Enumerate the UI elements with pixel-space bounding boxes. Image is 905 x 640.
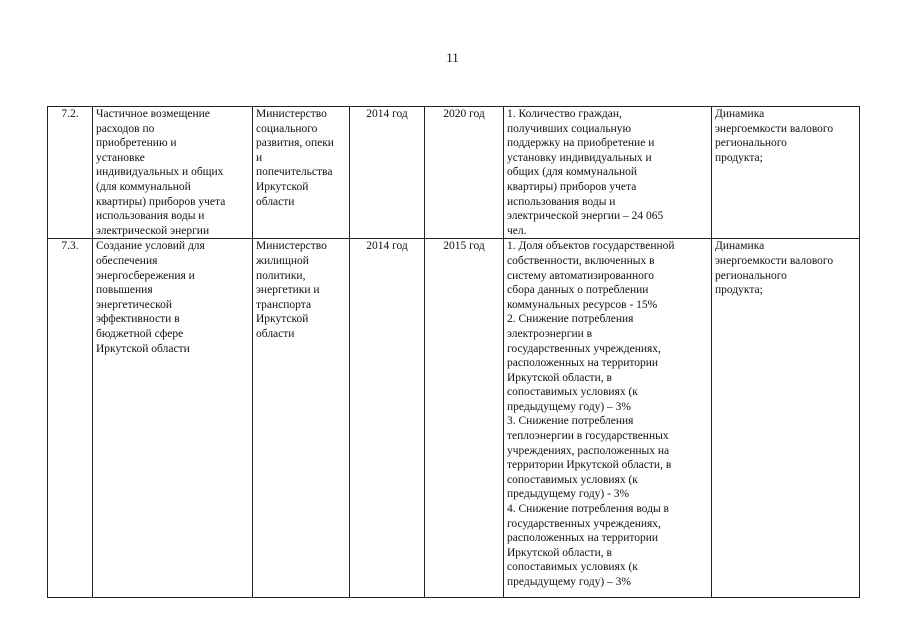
cell-indicators — [504, 107, 712, 239]
cell-text-line: социального — [256, 122, 318, 135]
cell-text-line: 2. Снижение потребления — [507, 313, 634, 326]
cell-text: 7.2. — [61, 108, 79, 120]
cell-end-year — [425, 107, 504, 239]
cell-text-line: продукта; — [715, 284, 763, 297]
cell-end-year — [425, 239, 504, 598]
cell-text: 2020 год — [443, 108, 485, 120]
cell-text-line: энергетики и — [256, 284, 320, 297]
cell-text-line: общих (для коммунальной — [507, 166, 638, 179]
table-row — [48, 239, 860, 598]
cell-text: 2014 год — [366, 240, 408, 253]
cell-text-line: Иркутской области, в — [507, 371, 612, 384]
cell-text-line: Министерство — [256, 240, 327, 253]
cell-text: 2015 год — [443, 240, 485, 253]
cell-text-line: систему автоматизированного — [507, 269, 655, 282]
cell-text: 2014 год — [366, 108, 408, 120]
cell-text-line: энергоемкости валового — [715, 122, 834, 135]
cell-text-line: попечительства — [256, 166, 333, 179]
cell-text-line: Иркутской — [256, 180, 309, 193]
cell-text-line: 1. Количество граждан, — [507, 108, 622, 120]
cell-indicators — [504, 239, 712, 598]
cell-text-line: получивших социальную — [507, 122, 632, 135]
cell-text-line: сбора данных о потреблении — [507, 284, 649, 297]
cell-text-line: Министерство — [256, 108, 327, 120]
cell-text-line: чел. — [507, 224, 527, 237]
cell-text-line: использования воды и — [96, 210, 205, 223]
cell-activity-name — [93, 239, 253, 598]
cell-text-line: электрической энергии – 24 065 — [507, 210, 664, 223]
cell-text-line: предыдущему году) - 3% — [507, 488, 630, 501]
cell-start-year — [350, 239, 425, 598]
cell-text-line: энергоемкости валового — [715, 254, 834, 267]
cell-number — [48, 107, 93, 239]
cell-text-line: Динамика — [715, 108, 765, 120]
cell-text-line: сопоставимых условиях (к — [507, 386, 638, 399]
cell-text-line: расположенных на территории — [507, 532, 659, 545]
cell-text-line: энергетической — [96, 298, 172, 311]
cell-text-line: Иркутской — [256, 313, 309, 326]
cell-start-year — [350, 107, 425, 239]
cell-text-line: расходов по — [96, 122, 155, 135]
cell-text-line: приобретению и — [96, 137, 177, 150]
cell-text-line: Динамика — [715, 240, 765, 253]
cell-text-line: 1. Доля объектов государственной — [507, 240, 675, 253]
cell-text-line: использования воды и — [507, 195, 616, 208]
cell-text-line: поддержку на приобретение и — [507, 137, 655, 150]
cell-text-line: политики, — [256, 269, 306, 282]
cell-text-line: 4. Снижение потребления воды в — [507, 503, 669, 516]
cell-text-line: квартиры) приборов учета — [96, 195, 226, 208]
cell-text-line: эффективности в — [96, 313, 180, 326]
cell-text-line: 3. Снижение потребления — [507, 415, 634, 428]
cell-text-line: и — [256, 151, 263, 164]
cell-text-line: регионального — [715, 269, 787, 282]
cell-text-line: установку индивидуальных и — [507, 151, 652, 164]
cell-text-line: повышения — [96, 284, 153, 297]
cell-text-line: расположенных на территории — [507, 357, 659, 370]
cell-text-line: обеспечения — [96, 254, 158, 267]
cell-text-line: государственных учреждениях, — [507, 342, 661, 355]
cell-text-line: сопоставимых условиях (к — [507, 473, 638, 486]
cell-text-line: предыдущему году) – 3% — [507, 400, 632, 413]
cell-text-line: теплоэнергии в государственных — [507, 430, 669, 443]
cell-text-line: учреждениях, расположенных на — [507, 444, 670, 457]
cell-text-line: бюджетной сфере — [96, 327, 184, 340]
cell-text-line: сопоставимых условиях (к — [507, 561, 638, 574]
cell-text-line: (для коммунальной — [96, 180, 191, 193]
cell-text-line: энергосбережения и — [96, 269, 195, 282]
cell-result — [712, 107, 860, 239]
cell-text-line: жилищной — [256, 254, 309, 267]
cell-text-line: Создание условий для — [96, 240, 205, 253]
cell-executor — [253, 107, 350, 239]
cell-text-line: собственности, включенных в — [507, 254, 655, 267]
cell-number — [48, 239, 93, 598]
cell-text-line: области — [256, 327, 295, 340]
cell-text-line: установке — [96, 151, 145, 164]
cell-text-line: квартиры) приборов учета — [507, 180, 637, 193]
cell-text-line: электрической энергии — [96, 224, 210, 237]
cell-text-line: развития, опеки — [256, 137, 334, 150]
cell-text-line: государственных учреждениях, — [507, 517, 661, 530]
cell-text-line: коммунальных ресурсов - 15% — [507, 298, 658, 311]
page-number: 11 — [446, 50, 459, 65]
cell-executor — [253, 239, 350, 598]
table-row — [48, 107, 860, 239]
program-table — [47, 106, 860, 598]
cell-activity-name — [93, 107, 253, 239]
cell-text-line: индивидуальных и общих — [96, 166, 224, 179]
cell-result — [712, 239, 860, 598]
cell-text-line: электроэнергии в — [507, 327, 593, 340]
cell-text-line: транспорта — [256, 298, 312, 311]
cell-text-line: Иркутской области, в — [507, 546, 612, 559]
cell-text-line: продукта; — [715, 151, 763, 164]
cell-text-line: Иркутской области — [96, 342, 190, 355]
cell-text-line: Частичное возмещение — [96, 108, 210, 120]
cell-text-line: области — [256, 195, 295, 208]
cell-text-line: предыдущему году) – 3% — [507, 576, 632, 588]
cell-text: 7.3. — [61, 240, 79, 253]
cell-text-line: регионального — [715, 137, 787, 150]
cell-text-line: территории Иркутской области, в — [507, 459, 672, 472]
